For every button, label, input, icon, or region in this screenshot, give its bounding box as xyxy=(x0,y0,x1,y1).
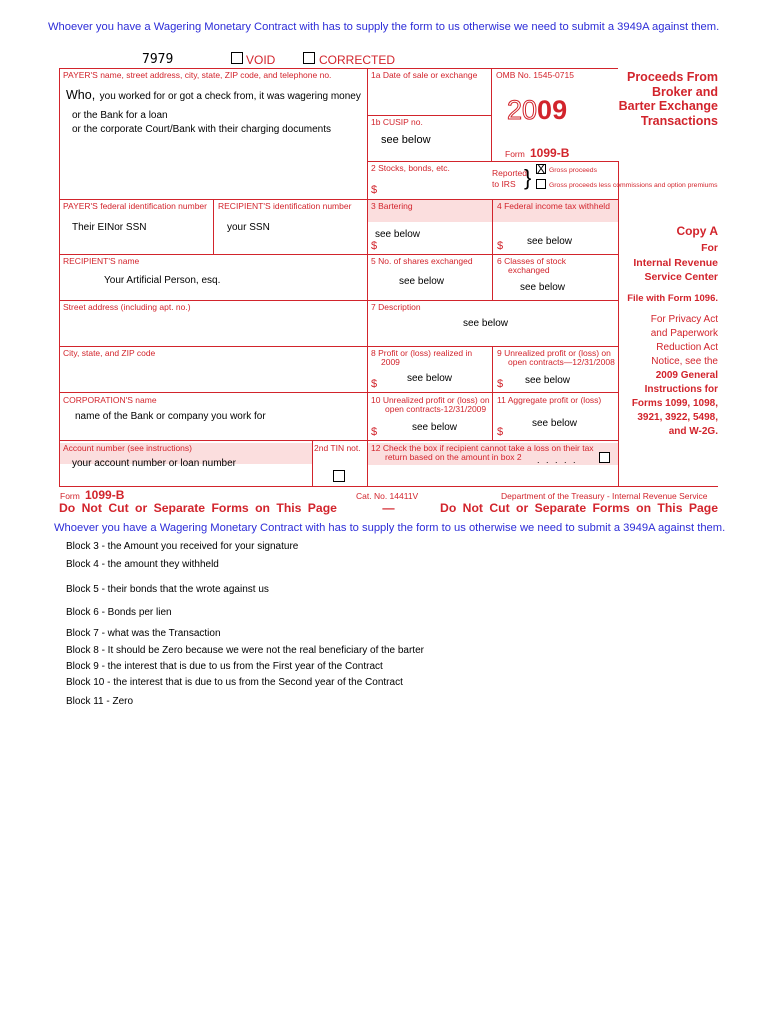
instr-line-3: Forms 1099, 1098, xyxy=(631,398,718,409)
tin-checkbox[interactable] xyxy=(333,470,345,482)
payer-who-rest: you worked for or got a check from, it was wagering money xyxy=(99,91,361,102)
copy-line-1: Internal Revenue xyxy=(633,256,718,269)
box10-value: see below xyxy=(412,422,458,433)
line xyxy=(59,346,618,347)
copy-line-2: Service Center xyxy=(644,271,718,283)
box1b-label: 1b CUSIP no. xyxy=(371,117,423,127)
line xyxy=(312,440,313,486)
gross-proceeds-checkbox[interactable] xyxy=(536,164,546,174)
line xyxy=(59,392,618,393)
void-label: VOID xyxy=(246,53,276,67)
box4-value: see below xyxy=(527,236,573,247)
block-5-note: Block 5 - their bonds that the wrote against us xyxy=(66,584,269,595)
tax-year-outline: 20 xyxy=(507,95,538,125)
payer-line2: or the Bank for a loan xyxy=(72,110,168,121)
title-line-3: Barter Exchange xyxy=(618,99,718,113)
recipient-id-value: your SSN xyxy=(227,222,270,233)
box8-dollar: $ xyxy=(371,378,378,390)
notice-mid: Whoever you have a Wagering Monetary Contract with has to supply the form to us otherwise we need to submit a 3949A against them. xyxy=(54,522,726,534)
corrected-checkbox[interactable] xyxy=(303,52,315,64)
do-not-cut-banner xyxy=(59,501,718,515)
payer-label: PAYER'S name, street address, city, state, ZIP code, and telephone no. xyxy=(63,70,332,80)
privacy-line-4: Notice, see the xyxy=(651,356,718,367)
box9-value: see below xyxy=(525,375,571,386)
privacy-line-3: Reduction Act xyxy=(656,342,718,353)
box9-label-1: 9 Unrealized profit or (loss) on xyxy=(497,348,611,358)
block-7-note: Block 7 - what was the Transaction xyxy=(66,628,221,639)
gross-less-checkbox[interactable] xyxy=(536,179,546,189)
privacy-line-1: For Privacy Act xyxy=(650,314,718,325)
box1a-label: 1a Date of sale or exchange xyxy=(371,70,478,80)
copy-a-irs xyxy=(633,241,718,285)
copy-for: For xyxy=(701,242,718,254)
form-number: 7979 xyxy=(142,52,174,67)
box2-label: 2 Stocks, bonds, etc. xyxy=(371,163,450,173)
reported-line-2: to IRS xyxy=(492,179,516,189)
line xyxy=(367,161,618,162)
line xyxy=(492,199,493,300)
block-3-note: Block 3 - the Amount you received for your signature xyxy=(66,541,299,552)
gross-less-label: Gross proceeds less commissions and option premiums xyxy=(549,182,718,189)
account-value: your account number or loan number xyxy=(72,458,236,469)
box3-value: see below xyxy=(375,229,421,240)
instr-line-1: 2009 General xyxy=(655,370,718,381)
payer-line3: or the corporate Court/Bank with their charging documents xyxy=(72,124,332,135)
box11-dollar: $ xyxy=(497,426,504,438)
copy-a-title: Copy A xyxy=(676,224,718,238)
void-checkbox[interactable] xyxy=(231,52,243,64)
form-title xyxy=(619,70,718,128)
privacy-line-2: and Paperwork xyxy=(650,328,718,339)
line xyxy=(59,440,618,441)
box9-label-2: open contracts—12/31/2008 xyxy=(508,357,615,367)
recipient-name-label: RECIPIENT'S name xyxy=(63,256,140,266)
instr-line-5: and W-2G. xyxy=(668,426,718,437)
line xyxy=(213,199,214,254)
account-label: Account number (see instructions) xyxy=(63,443,192,453)
line xyxy=(59,68,60,486)
city-label: City, state, and ZIP code xyxy=(63,348,156,358)
line xyxy=(59,68,618,69)
corporation-value: name of the Bank or company you work for xyxy=(75,411,266,422)
line xyxy=(59,486,718,487)
payer-who-word: Who, xyxy=(66,88,96,102)
box12-label-1: 12 Check the box if recipient cannot take a loss on their tax xyxy=(371,443,594,453)
do-not-cut-left: Do Not Cut or Separate Forms on This Page xyxy=(59,501,337,515)
corrected-label: CORRECTED xyxy=(319,53,396,67)
payer-id-label: PAYER'S federal identification number xyxy=(63,201,207,211)
line xyxy=(618,161,619,486)
brace-icon: } xyxy=(524,165,532,190)
tin-label: 2nd TIN not. xyxy=(314,443,361,453)
block-8-note: Block 8 - It should be Zero because we were not the real beneficiary of the barter xyxy=(66,645,424,656)
box4-label: 4 Federal income tax withheld xyxy=(497,201,610,211)
form-name: 1099-B xyxy=(530,146,570,160)
title-line-1: Proceeds From xyxy=(626,70,718,84)
box2-dollar: $ xyxy=(371,184,378,196)
block-11-note: Block 11 - Zero xyxy=(66,696,134,707)
box10-label-1: 10 Unrealized profit or (loss) on xyxy=(371,395,490,405)
box5-value: see below xyxy=(399,276,445,287)
payer-id-value: Their EINor SSN xyxy=(72,222,147,233)
box6-label-1: 6 Classes of stock xyxy=(497,256,566,266)
box11-label: 11 Aggregate profit or (loss) xyxy=(497,395,602,405)
do-not-cut-right: Do Not Cut or Separate Forms on This Page xyxy=(440,501,718,515)
box7-value: see below xyxy=(463,318,509,329)
instr-line-2: Instructions for xyxy=(644,384,718,395)
box12-label-2: return based on the amount in box 2 xyxy=(385,452,522,462)
box3-label: 3 Bartering xyxy=(371,201,413,211)
reported-to-irs xyxy=(492,168,527,190)
box10-label-2: open contracts-12/31/2009 xyxy=(385,404,487,414)
instr-line-4: 3921, 3922, 5498, xyxy=(637,412,718,423)
check-mark-icon: X xyxy=(537,162,546,176)
title-line-2: Broker and xyxy=(652,84,718,99)
notice-top: Whoever you have a Wagering Monetary Contract with has to supply the form to us otherwise we need to submit a 3949A against them. xyxy=(48,21,720,33)
line xyxy=(491,68,492,161)
box5-label: 5 No. of shares exchanged xyxy=(371,256,473,266)
instructions-notice xyxy=(632,369,718,439)
box8-value: see below xyxy=(407,373,453,384)
reported-line-1: Reported xyxy=(492,168,527,178)
box12-dots: . . . . . xyxy=(537,455,578,465)
title-line-4: Transactions xyxy=(640,113,718,128)
recipient-id-label: RECIPIENT'S identification number xyxy=(218,201,352,211)
street-label: Street address (including apt. no.) xyxy=(63,302,191,312)
box7-label: 7 Description xyxy=(371,302,421,312)
gross-proceeds-label: Gross proceeds xyxy=(549,167,597,174)
line xyxy=(59,300,618,301)
privacy-notice xyxy=(651,313,718,369)
footer-dept: Department of the Treasury - Internal Revenue Service xyxy=(501,491,708,501)
line xyxy=(492,346,493,440)
do-not-cut-dash: — xyxy=(382,501,395,515)
omb-number: OMB No. 1545-0715 xyxy=(496,70,574,80)
box3-dollar: $ xyxy=(371,240,378,252)
payer-who xyxy=(66,86,361,104)
copy-file-with: File with Form 1096. xyxy=(627,293,718,304)
line xyxy=(59,199,618,200)
box11-value: see below xyxy=(532,418,578,429)
line xyxy=(367,68,368,486)
box9-dollar: $ xyxy=(497,378,504,390)
block-6-note: Block 6 - Bonds per lien xyxy=(66,607,172,618)
footer-cat-no: Cat. No. 14411V xyxy=(356,491,419,501)
line xyxy=(59,254,618,255)
box12-checkbox[interactable] xyxy=(599,452,610,463)
block-4-note: Block 4 - the amount they withheld xyxy=(66,559,219,570)
footer-form-label: Form xyxy=(60,491,80,501)
box1b-value: see below xyxy=(381,134,431,146)
form-label-small: Form xyxy=(505,149,525,159)
corporation-label: CORPORATION'S name xyxy=(63,395,157,405)
recipient-name-value: Your Artificial Person, esq. xyxy=(104,275,221,286)
box8-label-1: 8 Profit or (loss) realized in xyxy=(371,348,473,358)
box10-dollar: $ xyxy=(371,426,378,438)
tax-year-bold: 09 xyxy=(537,95,568,125)
footer-form-name: 1099-B xyxy=(85,488,125,502)
box6-value: see below xyxy=(520,282,566,293)
block-9-note: Block 9 - the interest that is due to us from the First year of the Contract xyxy=(66,661,383,672)
box4-dollar: $ xyxy=(497,240,504,252)
tax-year xyxy=(507,96,567,124)
box6-label-2: exchanged xyxy=(508,265,550,275)
box8-label-2: 2009 xyxy=(381,357,400,367)
block-10-note: Block 10 - the interest that is due to us from the Second year of the Contract xyxy=(66,677,403,688)
line xyxy=(367,115,491,116)
